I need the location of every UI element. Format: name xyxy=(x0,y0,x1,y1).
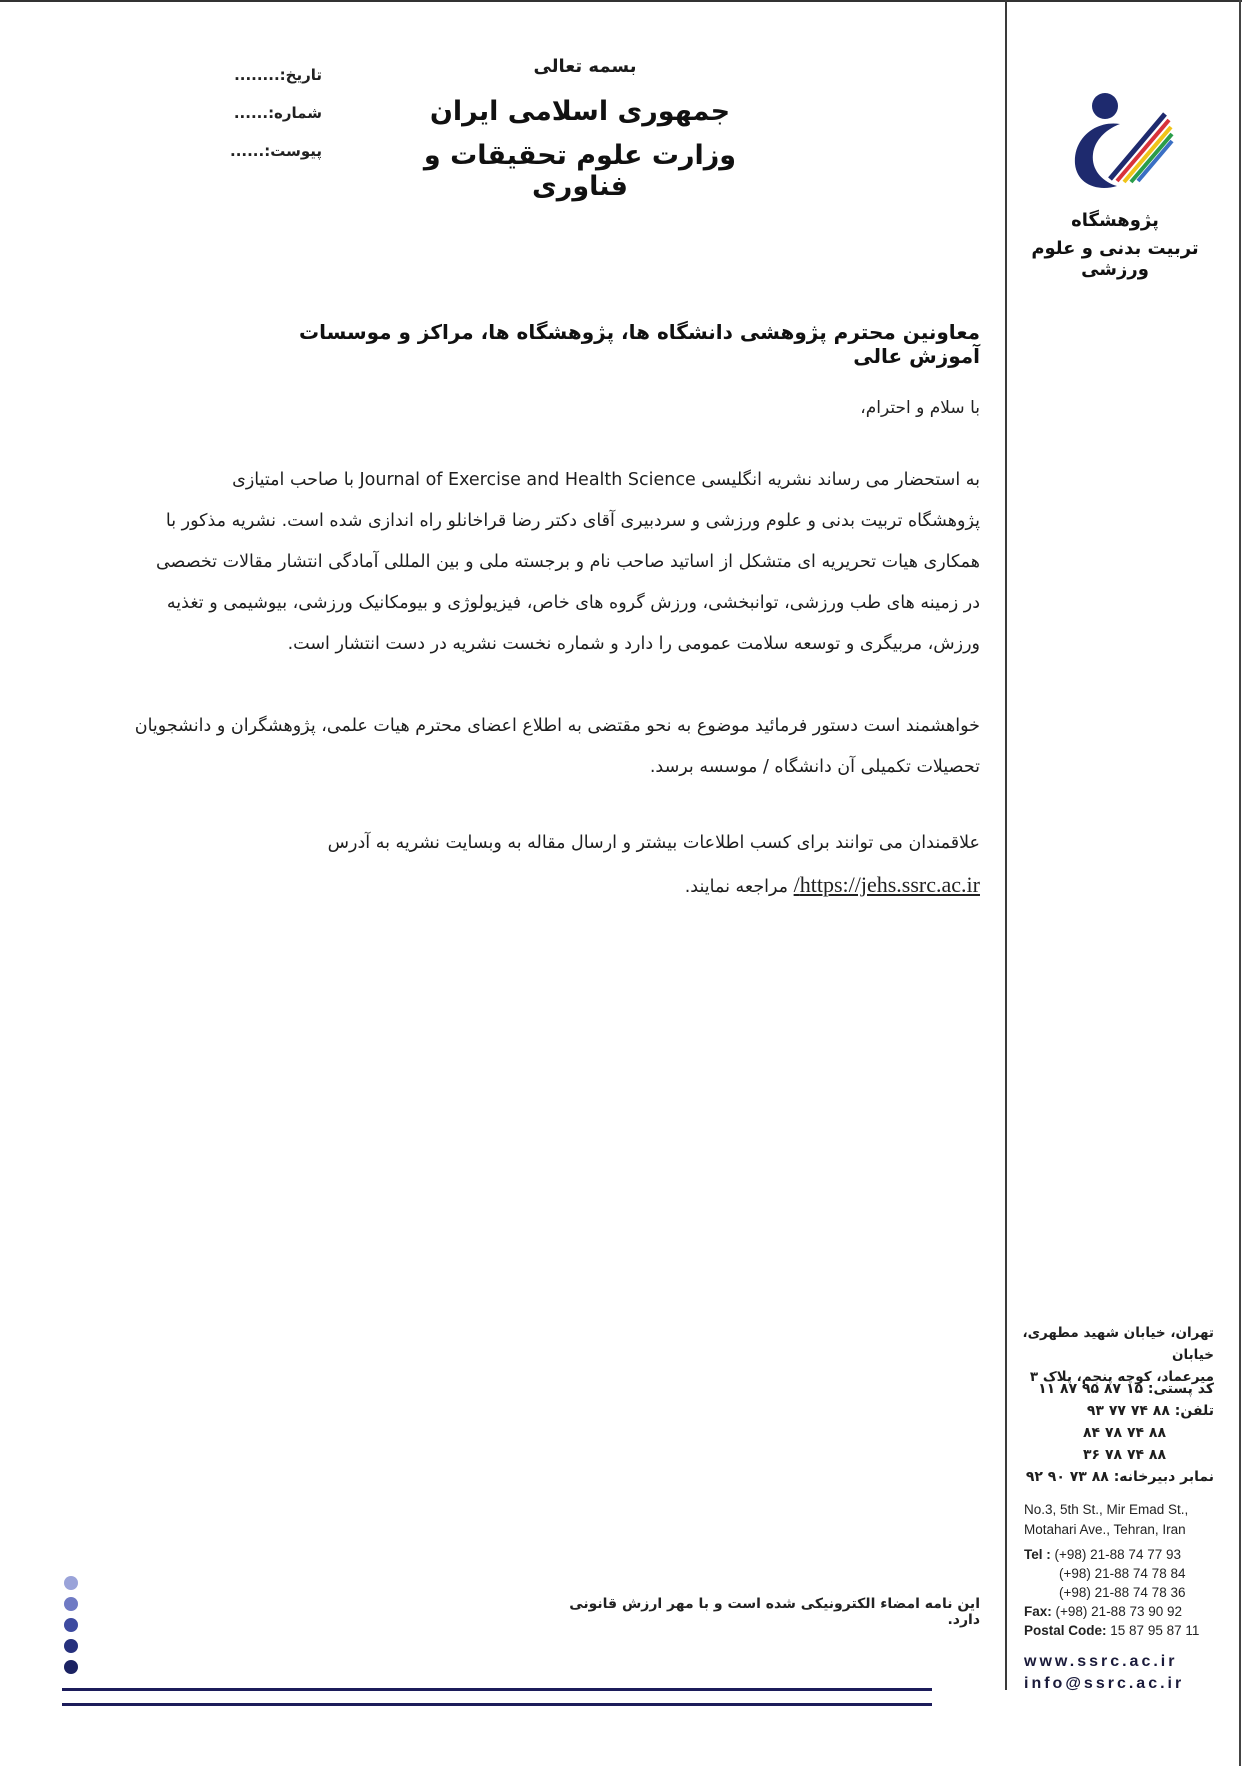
phone-value: ۸۸ ۷۴ ۷۸ ۸۴ xyxy=(1083,1425,1166,1441)
fax-number: (+98) 21-88 73 90 92 xyxy=(1055,1604,1183,1619)
email-link[interactable]: info@ssrc.ac.ir xyxy=(1024,1675,1185,1692)
number-label: شماره: xyxy=(268,104,322,122)
attachment-value: ...... xyxy=(230,142,265,160)
attachment-label: پیوست: xyxy=(264,142,322,160)
phone-fa xyxy=(1018,1422,1214,1444)
paragraph-3 xyxy=(96,823,980,905)
paragraph-3-tail: مراجعه نمایند. xyxy=(684,877,789,897)
page-border-right xyxy=(1239,0,1241,1766)
paragraph-3-line: علاقمندان می توانند برای کسب اطلاعات بیشتر و ارسال مقاله به وبسایت نشریه به آدرس xyxy=(327,833,980,853)
tel-label: Tel : xyxy=(1024,1547,1051,1562)
paragraph-1-line: به استحضار می رساند نشریه انگلیسی Journal of Exercise and Health Science با صاحب امتیازی xyxy=(232,470,980,490)
paragraph-2-line: خواهشمند است دستور فرمائید موضوع به نحو مقتضی به اطلاع اعضای محترم هیات علمی، پژوهشگران و دانشجویان xyxy=(134,716,980,736)
address-en-line1: No.3, 5th St., Mir Emad St., xyxy=(1024,1502,1189,1517)
number-field xyxy=(202,104,322,122)
institute-name-line1: پژوهشگاه xyxy=(1071,210,1159,231)
number-value: ...... xyxy=(233,104,269,122)
ministry-name-line2: وزارت علوم تحقیقات و فناوری xyxy=(423,140,737,202)
bismillah: بسمه تعالی xyxy=(533,56,637,77)
tel-number: (+98) 21-88 74 77 93 xyxy=(1054,1547,1181,1562)
paragraph-1-line: در زمینه های طب ورزشی، توانبخشی، ورزش گروه های خاص، فیزیولوژی و بیومکانیک ورزشی، بیوشیمی و تغذیه xyxy=(166,593,980,613)
phone-value: ۱۵ ۸۷ ۹۵ ۸۷ ۱۱ xyxy=(1038,1381,1144,1397)
decorative-dot xyxy=(64,1618,78,1632)
phone-label: تلفن: xyxy=(1174,1403,1214,1419)
phone-label: کد پستی: xyxy=(1147,1381,1214,1397)
logo-head-shape xyxy=(1092,93,1118,119)
decorative-dot xyxy=(64,1639,78,1653)
institute-name-line2: تربیت بدنی و علوم ورزشی xyxy=(1031,238,1199,280)
address-fa-line: تهران، خیابان شهید مطهری، خیابان xyxy=(1022,1325,1214,1363)
address-en-line2: Motahari Ave., Tehran, Iran xyxy=(1024,1522,1186,1537)
ministry-name-line1: جمهوری اسلامی ایران xyxy=(429,96,731,127)
fax-label: Fax: xyxy=(1024,1604,1052,1619)
letter-salutation: معاونین محترم پژوهشی دانشگاه ها، پژوهشگاه ها، مراکز و موسسات آموزش عالی xyxy=(298,320,980,368)
sidebar-divider xyxy=(1005,0,1007,1690)
paragraph-1-line: پژوهشگاه تربیت بدنی و علوم ورزشی و سردبیری آقای دکتر رضا قراخانلو راه اندازی شده است. نشریه مذکور با xyxy=(165,511,980,531)
fax-fa xyxy=(1018,1466,1214,1488)
logo-stripe-2 xyxy=(1117,120,1169,181)
phone-value: ۸۸ ۷۴ ۷۸ ۳۶ xyxy=(1083,1447,1166,1463)
paragraph-1-line: ورزش، مربیگری و توسعه سلامت عمومی را دارد و شماره نخست نشریه در دست انتشار است. xyxy=(287,634,980,654)
attachment-field xyxy=(202,142,322,160)
ssrc-logo-icon xyxy=(1065,84,1175,194)
decorative-dot xyxy=(64,1597,78,1611)
paragraph-1 xyxy=(96,460,980,665)
contact-en xyxy=(1024,1545,1214,1640)
phone-fa xyxy=(1018,1400,1214,1422)
postal-label: Postal Code: xyxy=(1024,1623,1107,1638)
postal-row xyxy=(1024,1621,1214,1640)
footer-rule-bottom xyxy=(62,1703,932,1706)
journal-url-link[interactable]: https://jehs.ssrc.ac.ir/ xyxy=(793,872,980,897)
letter-greeting: با سلام و احترام، xyxy=(860,398,980,418)
paragraph-2-line: تحصیلات تکمیلی آن دانشگاه / موسسه برسد. xyxy=(649,757,980,777)
paragraph-2 xyxy=(96,706,980,788)
phones-fa xyxy=(1018,1378,1214,1488)
date-label: تاریخ: xyxy=(279,66,322,84)
postal-code-fa xyxy=(1018,1378,1214,1400)
address-en xyxy=(1024,1500,1214,1540)
phone-value: ۸۸ ۷۳ ۹۰ ۹۲ xyxy=(1025,1469,1109,1485)
decorative-dot xyxy=(64,1660,78,1674)
decorative-dot xyxy=(64,1576,78,1590)
tel-number: (+98) 21-88 74 78 84 xyxy=(1059,1566,1186,1581)
paragraph-3-url-line xyxy=(96,864,980,905)
website-link[interactable]: www.ssrc.ac.ir xyxy=(1024,1653,1178,1670)
electronic-signature-note: این نامه امضاء الکترونیکی شده است و با مهر ارزش قانونی دارد. xyxy=(569,1596,980,1628)
tel-row xyxy=(1024,1545,1214,1564)
footer-rule-top xyxy=(62,1688,932,1691)
tel-number: (+98) 21-88 74 78 36 xyxy=(1059,1585,1186,1600)
date-field xyxy=(202,66,322,84)
web-contact xyxy=(1024,1651,1214,1695)
page-border-top xyxy=(0,0,1242,2)
phone-fa xyxy=(1018,1444,1214,1466)
postal-code: 15 87 95 87 11 xyxy=(1110,1623,1200,1638)
phone-label: نمابر دبیرخانه: xyxy=(1113,1469,1214,1485)
paragraph-1-line: همکاری هیات تحریریه ای متشکل از اساتید صاحب نام و برجسته ملی و بین المللی آمادگی انتشار مقالات تخصصی xyxy=(155,552,980,572)
logo-svg xyxy=(1065,84,1175,194)
address-fa-line: میرعماد، کوچه پنجم، پلاک ۳ xyxy=(1029,1369,1214,1385)
phone-value: ۸۸ ۷۴ ۷۷ ۹۳ xyxy=(1086,1403,1170,1419)
fax-row xyxy=(1024,1602,1214,1621)
date-value: ........ xyxy=(234,66,280,84)
